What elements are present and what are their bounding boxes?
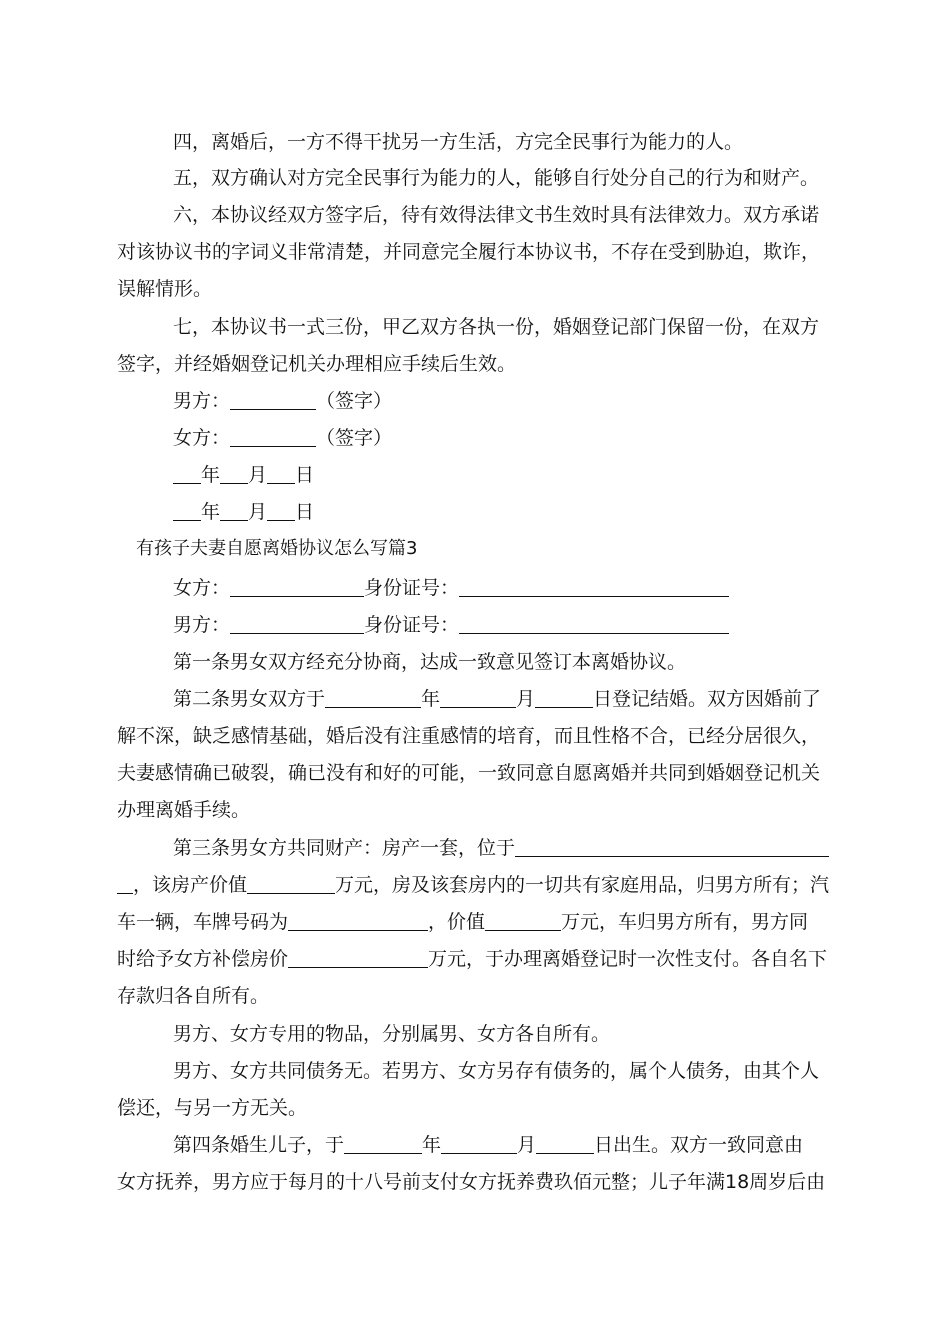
- debt-line-1: 男方、女方共同债务无。若男方、女方另存有债务的，属个人债务，由其个人: [173, 1060, 820, 1082]
- compensation-blank[interactable]: [288, 947, 428, 968]
- marriage-year-label: 年: [421, 688, 441, 710]
- article-2-line-2: 解不深，缺乏感情基础，婚后没有注重感情的培育，而且性格不合，已经分居很久，: [117, 725, 821, 747]
- article-3-line-2-rest: 万元，房及该套房内的一切共有家庭用品，归男方所有；汽: [335, 874, 830, 896]
- birth-month-blank[interactable]: [441, 1133, 517, 1154]
- article-4: [117, 1127, 835, 1201]
- clause-5: [117, 160, 835, 197]
- article-3-line-4: [117, 941, 835, 978]
- year-blank[interactable]: [173, 500, 201, 521]
- article-3-line-4-rest: 万元，于办理离婚登记时一次性支付。各自名下: [428, 948, 828, 970]
- month-blank[interactable]: [220, 463, 248, 484]
- male-signature-line: [117, 383, 835, 420]
- article-1: [117, 644, 835, 681]
- date-line-2: [117, 494, 835, 531]
- debt-clause: [117, 1053, 835, 1127]
- birth-day-blank[interactable]: [536, 1133, 594, 1154]
- female-signature-line: [117, 420, 835, 457]
- car-value-label: ，价值: [428, 911, 486, 933]
- article-1-text: 第一条男女双方经充分协商，达成一致意见签订本离婚协议。: [173, 651, 687, 673]
- clause-6-line-2: 对该协议书的字词义非常清楚，并同意完全履行本协议书，不存在受到胁迫，欺诈，: [117, 241, 821, 263]
- birth-month-label: 月: [517, 1134, 537, 1156]
- compensation-label: 时给予女方补偿房价: [117, 948, 289, 970]
- male-party-label: 男方：: [173, 614, 231, 636]
- month-label: 月: [248, 464, 268, 486]
- month-label: 月: [248, 501, 268, 523]
- article-2-prefix: 第二条男女双方于: [173, 688, 326, 710]
- clause-5-text: 五，双方确认对方完全民事行为能力的人，能够自行处分自己的行为和财产。: [173, 167, 820, 189]
- day-label: 日: [295, 464, 315, 486]
- male-sign-note: （签字）: [316, 390, 393, 412]
- article-4-prefix: 第四条婚生儿子，于: [173, 1134, 345, 1156]
- car-value-blank[interactable]: [485, 910, 561, 931]
- marriage-month-label: 月: [516, 688, 536, 710]
- article-3-line-5: 存款归各自所有。: [117, 985, 270, 1007]
- female-party-label: 女方：: [173, 577, 231, 599]
- signature-block: [117, 383, 835, 531]
- male-party-line: [117, 607, 835, 644]
- year-blank[interactable]: [173, 463, 201, 484]
- year-label: 年: [201, 501, 221, 523]
- clause-6: [117, 197, 835, 308]
- male-id-blank[interactable]: [459, 613, 729, 634]
- day-blank[interactable]: [267, 463, 295, 484]
- property-location-blank-cont[interactable]: [117, 873, 133, 894]
- article-4-line-2: 女方抚养，男方应于每月的十八号前支付女方抚养费玖佰元整；儿子年满18周岁后由: [117, 1171, 826, 1193]
- parties-block: [117, 570, 835, 644]
- clause-4-text: 四，离婚后，一方不得干扰另一方生活，方完全民事行为能力的人。: [173, 131, 744, 153]
- day-label: 日: [295, 501, 315, 523]
- article-2-line-3: 夫妻感情确已破裂，确已没有和好的可能，一致同意自愿离婚并共同到婚姻登记机关: [117, 762, 821, 784]
- article-2: [117, 681, 835, 829]
- debt-line-2: 偿还，与另一方无关。: [117, 1097, 308, 1119]
- marriage-year-blank[interactable]: [325, 687, 421, 708]
- article-3: [117, 830, 835, 1015]
- female-name-blank[interactable]: [230, 576, 364, 597]
- year-label: 年: [201, 464, 221, 486]
- female-sign-note: （签字）: [316, 427, 393, 449]
- article-2-line-1: [117, 681, 835, 718]
- female-party-line: [117, 570, 835, 607]
- male-id-label: 身份证号：: [364, 614, 460, 636]
- plate-number-label: 车一辆，车牌号码为: [117, 911, 289, 933]
- property-location-blank[interactable]: [515, 836, 829, 857]
- article-4-line-1: [117, 1127, 835, 1164]
- birth-year-blank[interactable]: [344, 1133, 422, 1154]
- male-sign-blank[interactable]: [230, 389, 316, 410]
- article-3-line-1: [117, 830, 835, 867]
- personal-items-text: 男方、女方专用的物品，分别属男、女方各自所有。: [173, 1023, 611, 1045]
- clause-6-line-3: 误解情形。: [117, 278, 213, 300]
- birth-year-label: 年: [422, 1134, 442, 1156]
- female-sign-label: 女方：: [173, 427, 231, 449]
- section-heading: 有孩子夫妻自愿离婚协议怎么写篇3: [136, 538, 418, 559]
- male-sign-label: 男方：: [173, 390, 231, 412]
- female-id-blank[interactable]: [459, 576, 729, 597]
- clause-7: [117, 309, 835, 383]
- article-3-line-3: [117, 904, 835, 941]
- article-4-line-1-rest: 日出生。双方一致同意由: [594, 1134, 804, 1156]
- male-name-blank[interactable]: [230, 613, 364, 634]
- clause-4: [117, 124, 835, 161]
- clause-7-line-2: 签字，并经婚姻登记机关办理相应手续后生效。: [117, 353, 517, 375]
- personal-items-clause: [117, 1016, 835, 1053]
- clause-6-line-1: 六，本协议经双方签字后，待有效得法律文书生效时具有法律效力。双方承诺: [173, 204, 820, 226]
- date-line-1: [117, 457, 835, 494]
- property-value-blank[interactable]: [247, 873, 335, 894]
- marriage-month-blank[interactable]: [440, 687, 516, 708]
- article-3-prefix: 第三条男女方共同财产：房产一套，位于: [173, 837, 516, 859]
- article-2-line-1-rest: 日登记结婚。双方因婚前了: [593, 688, 822, 710]
- article-3-line-2: [117, 867, 835, 904]
- month-blank[interactable]: [220, 500, 248, 521]
- marriage-day-blank[interactable]: [535, 687, 593, 708]
- female-id-label: 身份证号：: [364, 577, 460, 599]
- article-2-line-4: 办理离婚手续。: [117, 799, 251, 821]
- article-3-line-3-rest: 万元，车归男方所有，男方同: [561, 911, 809, 933]
- property-value-label: ，该房产价值: [133, 874, 248, 896]
- female-sign-blank[interactable]: [230, 426, 316, 447]
- plate-number-blank[interactable]: [288, 910, 428, 931]
- day-blank[interactable]: [267, 500, 295, 521]
- clause-7-line-1: 七，本协议书一式三份，甲乙双方各执一份，婚姻登记部门保留一份，在双方: [173, 316, 820, 338]
